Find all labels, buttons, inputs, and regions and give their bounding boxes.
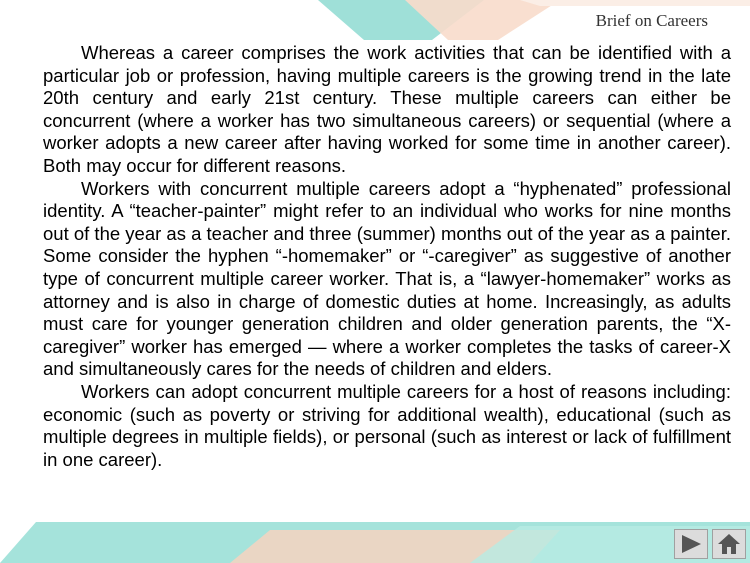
paragraph-multiple-careers: Whereas a career comprises the work activities that can be identified with a particular job or profession, having multiple careers is the growing trend in the late 20th century and early 21st century. These multiple careers can either be concurrent (where a worker has two simultaneous careers) or sequential (where a worker adopts a new career after having worked for some time in another career). Both may occur for different reasons. xyxy=(43,42,731,176)
home-button[interactable] xyxy=(712,529,746,559)
play-next-icon xyxy=(679,533,703,555)
next-slide-button[interactable] xyxy=(674,529,708,559)
paragraph-concurrent-careers: Workers with concurrent multiple careers adopt a “hyphenated” professional identity. A “teacher-painter” might refer to an individual who works for nine months out of the year as a teacher and three (summer) months out of the year as a painter. Some consider the hyphen “-homemaker” or “-caregiver” as suggestive of another type of concurrent multiple career worker. That is, a “lawyer-homemaker” works as attorney and is also in charge of domestic duties at home. Increasingly, as adults must care for younger generation children and older generation parents, the “X-caregiver” worker has emerged — where a worker completes the tasks of career-X and simultaneously cares for the needs of children and elders. xyxy=(43,177,731,380)
slide-header-title: Brief on Careers xyxy=(595,11,708,30)
paragraph-reasons: Workers can adopt concurrent multiple careers for a host of reasons including: economic (such as poverty or striving for additional wealth), educational (such as multiple degrees in multiple fields), or personal (such as interest or lack of fulfillment in one career). xyxy=(43,380,731,470)
body-text xyxy=(43,42,731,471)
top-peach-fade xyxy=(520,0,750,6)
slide-navigation xyxy=(674,529,746,559)
home-icon xyxy=(716,532,742,556)
